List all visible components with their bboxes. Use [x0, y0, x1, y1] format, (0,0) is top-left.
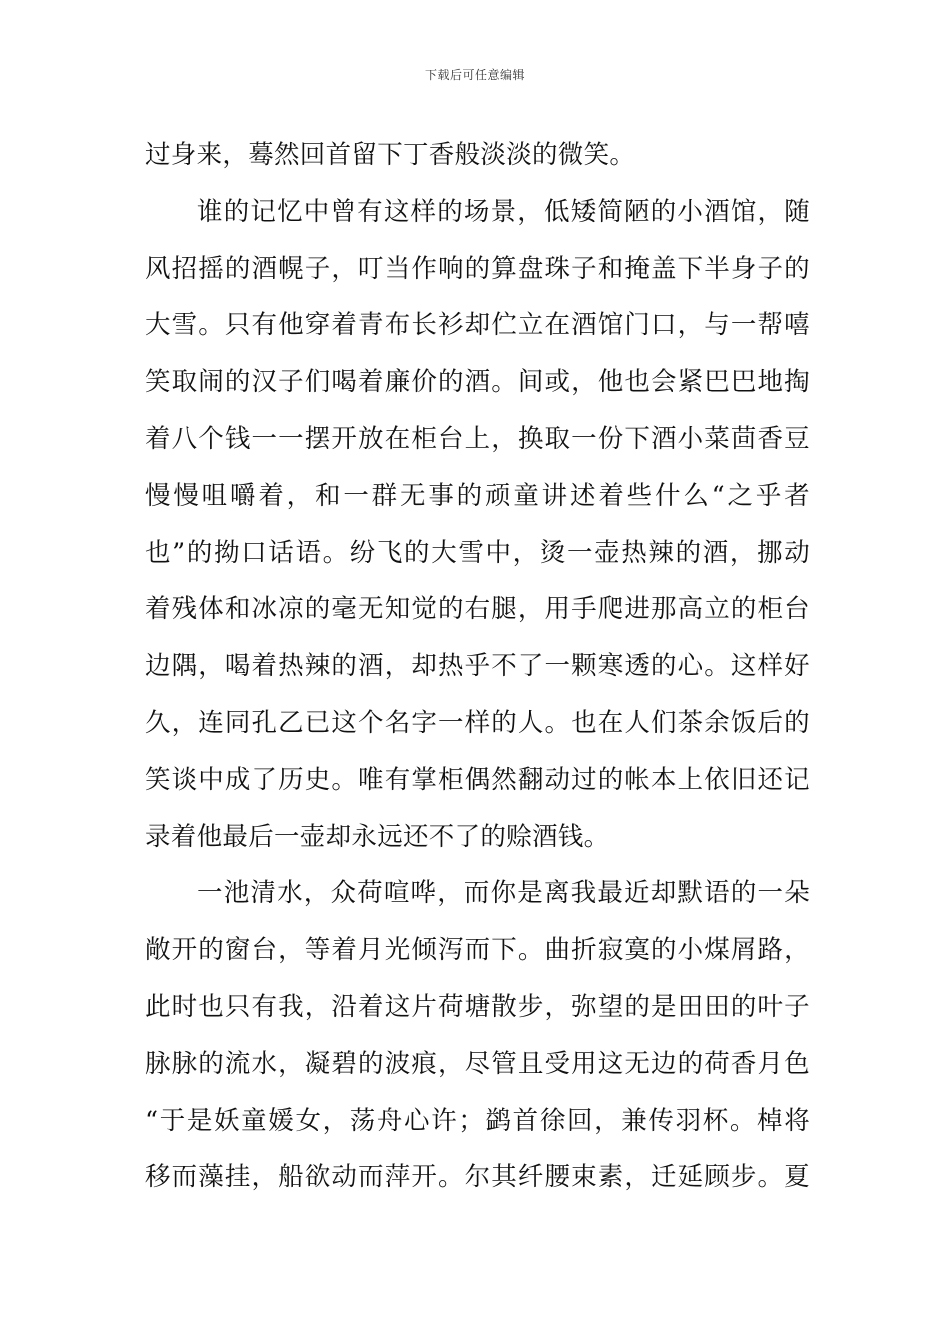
text-line: 大雪。只有他穿着青布长衫却伫立在酒馆门口，与一帮嘻: [145, 310, 810, 341]
text-line: 笑取闹的汉子们喝着廉价的酒。间或，他也会紧巴巴地掏: [145, 367, 810, 398]
text-line: “于是妖童媛女，荡舟心许；鹢首徐回，兼传羽杯。棹将: [145, 1105, 810, 1136]
text-line: 谁的记忆中曾有这样的场景，低矮简陋的小酒馆，随: [197, 196, 810, 227]
text-line: 敞开的窗台，等着月光倾泻而下。曲折寂寞的小煤屑路，: [145, 935, 810, 966]
text-line: 移而藻挂，船欲动而萍开。尔其纤腰束素，迁延顾步。夏: [145, 1162, 810, 1193]
text-line: 过身来，蓦然回首留下丁香般淡淡的微笑。: [145, 140, 636, 170]
text-line: 风招摇的酒幌子，叮当作响的算盘珠子和掩盖下半身子的: [145, 253, 810, 284]
text-line: 着八个钱一一摆开放在柜台上，换取一份下酒小菜茴香豆: [145, 423, 810, 454]
body-text: [145, 127, 810, 1206]
text-line: 笑谈中成了历史。唯有掌柜偶然翻动过的帐本上依旧还记: [145, 764, 810, 795]
page-header: 下载后可任意编辑: [424, 68, 525, 82]
text-line: 着残体和冰凉的毫无知觉的右腿，用手爬进那高立的柜台: [145, 594, 810, 625]
text-line: 此时也只有我，沿着这片荷塘散步，弥望的是田田的叶子: [145, 991, 810, 1022]
text-line: 边隅，喝着热辣的酒，却热乎不了一颗寒透的心。这样好: [145, 651, 810, 682]
text-line: 录着他最后一壶却永远还不了的赊酒钱。: [145, 821, 610, 852]
text-line: 脉脉的流水，凝碧的波痕，尽管且受用这无边的荷香月色: [145, 1048, 810, 1079]
text-line: 慢慢咀嚼着，和一群无事的顽童讲述着些什么“之乎者: [145, 480, 810, 511]
text-line: 也”的拗口话语。纷飞的大雪中，烫一壶热辣的酒，挪动: [145, 537, 810, 568]
text-line: 久，连同孔乙已这个名字一样的人。也在人们茶余饭后的: [145, 707, 810, 738]
text-line: 一池清水，众荷喧哗，而你是离我最近却默语的一朵: [197, 878, 810, 909]
